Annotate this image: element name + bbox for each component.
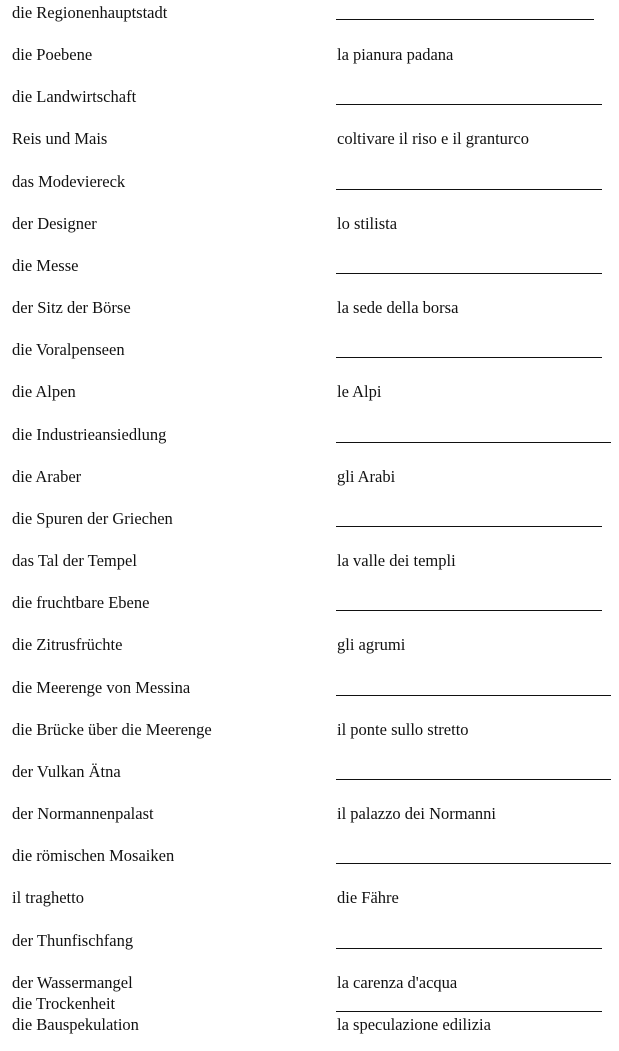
- answer-blank[interactable]: [336, 526, 602, 527]
- answer-blank[interactable]: [336, 442, 611, 443]
- answer-blank[interactable]: [336, 779, 611, 780]
- term-de: Reis und Mais: [12, 129, 108, 148]
- term-it: la carenza d'acqua: [337, 973, 458, 992]
- term-it: coltivare il riso e il granturco: [337, 129, 529, 148]
- answer-blank[interactable]: [336, 357, 602, 358]
- answer-blank[interactable]: [336, 948, 602, 949]
- answer-blank[interactable]: [336, 104, 602, 105]
- term-de: die Zitrusfrüchte: [12, 635, 123, 654]
- term-it: il ponte sullo stretto: [337, 720, 469, 739]
- term-de: die Araber: [12, 467, 82, 486]
- term-de: die Industrieansiedlung: [12, 425, 167, 444]
- term-it: la valle dei templi: [337, 551, 456, 570]
- answer-blank[interactable]: [336, 1011, 602, 1012]
- term-de: die römischen Mosaiken: [12, 846, 175, 865]
- term-de: die Messe: [12, 256, 79, 275]
- term-de: il traghetto: [12, 888, 84, 907]
- term-de: der Thunfischfang: [12, 931, 134, 950]
- answer-blank[interactable]: [336, 189, 602, 190]
- answer-blank[interactable]: [336, 695, 611, 696]
- answer-blank[interactable]: [336, 863, 611, 864]
- term-it: die Fähre: [337, 888, 399, 907]
- term-it: gli Arabi: [337, 467, 396, 486]
- term-de: die Brücke über die Meerenge: [12, 720, 212, 739]
- term-it: la sede della borsa: [337, 298, 459, 317]
- term-it: il palazzo dei Normanni: [337, 804, 496, 823]
- term-it: la pianura padana: [337, 45, 454, 64]
- answer-blank[interactable]: [336, 273, 602, 274]
- term-de: die Trockenheit: [12, 994, 116, 1013]
- term-de: die Alpen: [12, 382, 76, 401]
- answer-blank[interactable]: [336, 19, 594, 20]
- term-de: der Vulkan Ätna: [12, 762, 121, 781]
- term-de: das Tal der Tempel: [12, 551, 137, 570]
- term-de: der Wassermangel: [12, 973, 133, 992]
- term-de: das Modeviereck: [12, 172, 126, 191]
- term-de: der Normannenpalast: [12, 804, 154, 823]
- term-de: der Sitz der Börse: [12, 298, 131, 317]
- term-it: le Alpi: [337, 382, 382, 401]
- term-de: die Spuren der Griechen: [12, 509, 173, 528]
- term-de: die Bauspekulation: [12, 1015, 139, 1034]
- term-de: der Designer: [12, 214, 97, 233]
- answer-blank[interactable]: [336, 610, 602, 611]
- term-de: die Voralpenseen: [12, 340, 125, 359]
- term-de: die Landwirtschaft: [12, 87, 137, 106]
- term-de: die Regionenhauptstadt: [12, 3, 168, 22]
- term-de: die fruchtbare Ebene: [12, 593, 150, 612]
- term-de: die Meerenge von Messina: [12, 678, 191, 697]
- term-it: lo stilista: [337, 214, 398, 233]
- term-it: gli agrumi: [337, 635, 406, 654]
- term-it: la speculazione edilizia: [337, 1015, 491, 1034]
- term-de: die Poebene: [12, 45, 93, 64]
